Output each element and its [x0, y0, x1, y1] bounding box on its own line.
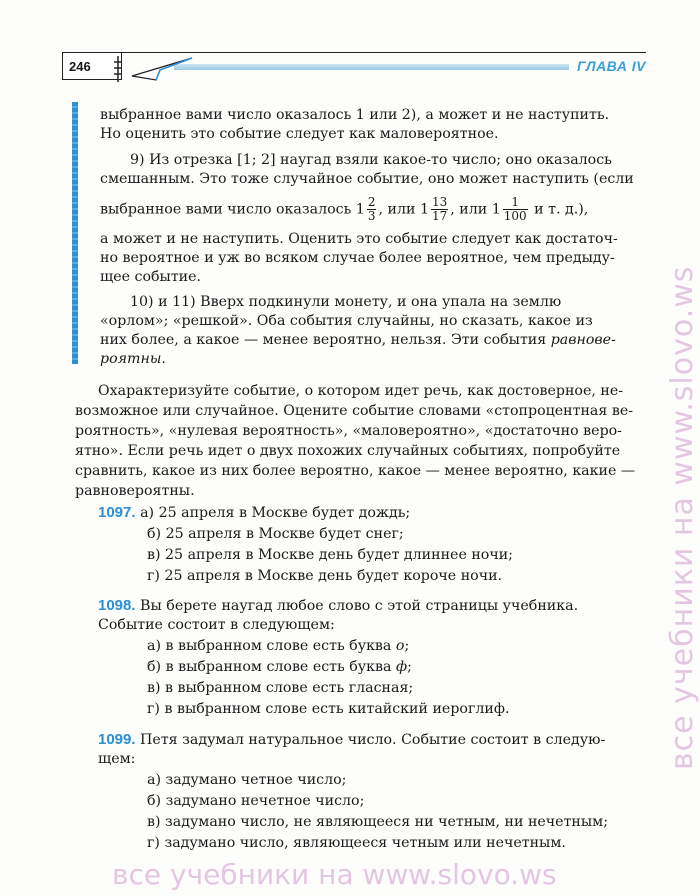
- problem-number: 1099.: [98, 731, 136, 748]
- fraction-line-mid: , или 1: [450, 201, 501, 218]
- intro-line: ятно». Если речь идет о двух похожих случайных событиях, попробуйте: [75, 443, 621, 459]
- problem-text: Вы берете наугад любое слово с этой страницы учебника.: [135, 598, 579, 614]
- fraction: [503, 196, 528, 223]
- header-arrow-icon: [112, 54, 202, 84]
- box-line: а может и не наступить. Оценить это событие следует как достаточ-: [100, 231, 618, 247]
- box-line: но вероятное и уж во всяком случае более вероятное, чем предыду-: [100, 250, 615, 266]
- problem-line: [98, 596, 578, 616]
- item-end: ;: [404, 638, 410, 654]
- problem-text: щем:: [98, 751, 136, 767]
- box-side-bar: [72, 102, 78, 364]
- box-line: [100, 330, 616, 350]
- page-number: 246: [62, 52, 122, 80]
- problem-item: в) 25 апреля в Москве день будет длиннее ночи;: [147, 547, 513, 563]
- problem-line: [98, 730, 605, 750]
- intro-line: Охарактеризуйте событие, о котором идет речь, как достоверное, не-: [98, 383, 624, 399]
- fraction-line-mid: , или 1: [378, 201, 429, 218]
- fraction-line-prefix: выбранное вами число оказалось 1: [100, 201, 365, 218]
- fraction-denominator: 100: [503, 209, 527, 223]
- fraction-numerator: 1: [503, 196, 528, 210]
- chapter-title: ГЛАВА IV: [569, 58, 646, 74]
- fraction: [431, 196, 448, 223]
- item-text: б) в выбранном слове есть буква: [147, 659, 396, 675]
- problem-item: г) задумано число, являющееся четным или нечетным.: [147, 835, 566, 851]
- item-text: а) в выбранном слове есть буква: [147, 638, 396, 654]
- italic-term: равнове-: [550, 332, 616, 348]
- problem-item: [147, 636, 409, 656]
- problem-item: б) задумано нечетное число;: [147, 793, 365, 809]
- box-line-text: них более, а какое — менее вероятно, нельзя. Эти события: [100, 332, 547, 348]
- problem-number: 1097.: [98, 504, 136, 521]
- page-header: [62, 52, 646, 82]
- fraction-line: [100, 196, 588, 223]
- fraction-numerator: 2: [367, 195, 376, 209]
- italic-term: роятны: [100, 351, 162, 367]
- intro-line: сравнить, какое из них более вероятно, какое — менее вероятно, какие —: [75, 463, 636, 479]
- bottom-watermark: все учебники на www.slovo.ws: [112, 858, 557, 891]
- item-letter: о: [395, 638, 405, 654]
- box-line: щее событие.: [100, 269, 202, 285]
- box-line: смешанным. Это тоже случайное событие, оно может наступить (если: [100, 171, 634, 187]
- intro-line: равновероятны.: [75, 483, 195, 499]
- problem-text: Петя задумал натуральное число. Событие состоит в следую-: [135, 732, 606, 748]
- box-line: 10) и 11) Вверх подкинули монету, и она упала на землю: [130, 294, 562, 310]
- problem-item: в) в выбранном слове есть гласная;: [147, 680, 414, 696]
- problem-item: [147, 657, 412, 677]
- fraction-denominator: 17: [431, 209, 448, 223]
- header-rule: [122, 52, 646, 53]
- item-letter: ф: [395, 659, 408, 675]
- item-end: ;: [407, 659, 412, 675]
- problem-text: Событие состоит в следующем:: [98, 617, 335, 633]
- box-line: Но оценить это событие следует как маловероятное.: [100, 126, 499, 142]
- fraction: [367, 196, 377, 223]
- box-line: выбранное вами число оказалось 1 или 2), а может и не наступить.: [100, 107, 610, 123]
- problem-item: а) 25 апреля в Москве будет дождь;: [140, 505, 411, 521]
- problem-item: в) задумано число, не являющееся ни четным, ни нечетным;: [147, 814, 608, 830]
- problem-item: г) в выбранном слове есть китайский иероглиф.: [147, 701, 510, 717]
- intro-line: возможное или случайное. Оцените событие словами «стопроцентная ве-: [75, 403, 634, 419]
- fraction-line-suffix: и т. д.),: [529, 201, 589, 218]
- fraction-denominator: 3: [367, 209, 376, 223]
- problem-number: 1098.: [98, 597, 136, 614]
- intro-line: роятность», «нулевая вероятность», «маловероятно», «достаточно веро-: [75, 423, 622, 439]
- fraction-numerator: 13: [431, 195, 448, 209]
- box-line-end: .: [161, 351, 166, 367]
- side-watermark: все учебники на www.slovo.ws: [665, 265, 700, 770]
- problem-item: г) 25 апреля в Москве день будет короче ночи.: [147, 568, 503, 584]
- box-line: «орлом»; «решкой». Оба события случайны, но сказать, какое из: [100, 313, 593, 329]
- problem-item: б) 25 апреля в Москве будет снег;: [147, 526, 404, 542]
- problem-item: а) задумано четное число;: [147, 772, 347, 788]
- box-line: [100, 349, 166, 369]
- problem-line: [98, 503, 410, 523]
- box-line: 9) Из отрезка [1; 2] наугад взяли какое-то число; оно оказалось: [130, 152, 612, 168]
